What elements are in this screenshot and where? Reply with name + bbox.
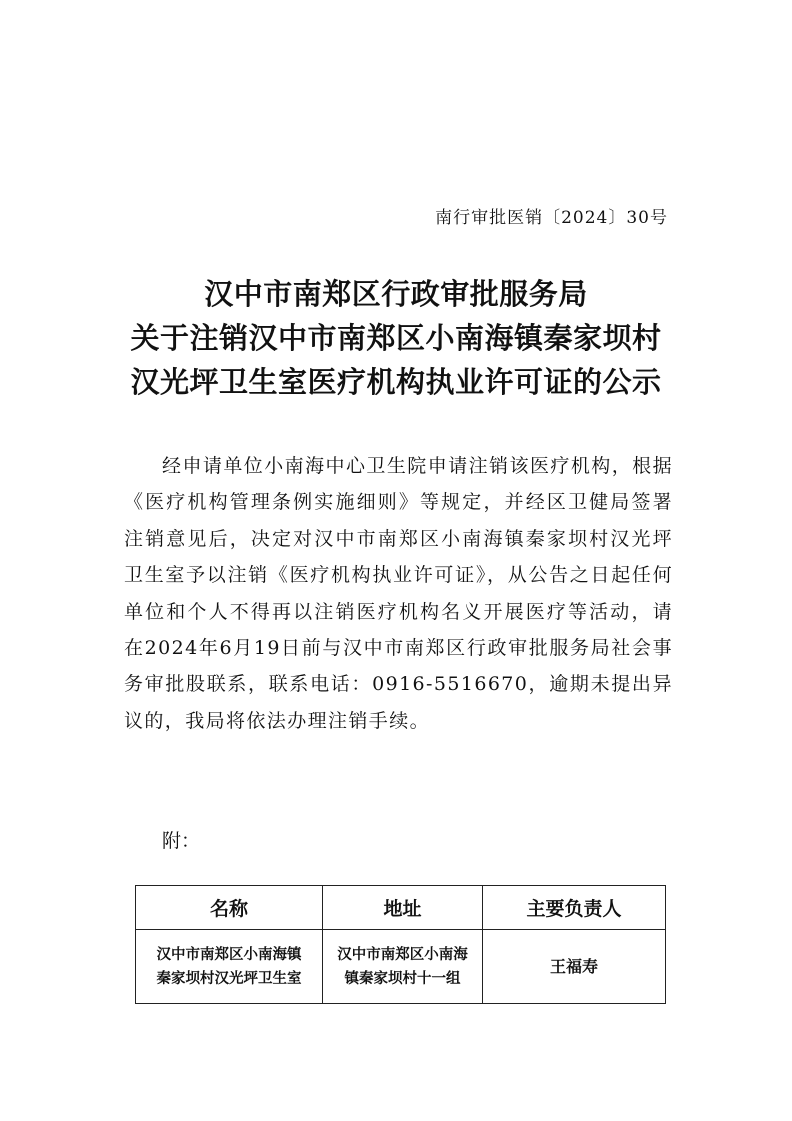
header-address: 地址 (323, 886, 483, 930)
cell-address (323, 930, 483, 1004)
body-paragraph: 经申请单位小南海中心卫生院申请注销该医疗机构，根据《医疗机构管理条例实施细则》等规定，并经区卫健局签署注销意见后，决定对汉中市南郑区小南海镇秦家坝村汉光坪卫生室予以注销《医疗机构执业许可证》，从公告之日起任何单位和个人不得再以注销医疗机构名义开展医疗等活动，请在2024年6月19日前与汉中市南郑区行政审批服务局社会事务审批股联系，联系电话：0916-5516670，逾期未提出异议的，我局将依法办理注销手续。 (124, 455, 673, 732)
title-line-1: 汉中市南郑区行政审批服务局 (204, 277, 588, 311)
body-text (124, 448, 673, 739)
cell-person: 王福寿 (483, 930, 666, 1004)
header-person: 主要负责人 (483, 886, 666, 930)
name-line-1: 汉中市南郑区小南海镇 (156, 945, 302, 963)
cell-name (136, 930, 323, 1004)
header-name: 名称 (136, 886, 323, 930)
document-title (0, 272, 792, 404)
table-header-row (136, 886, 666, 930)
address-line-1: 汉中市南郑区小南海 (337, 945, 468, 963)
name-line-2: 秦家坝村汉光坪卫生室 (156, 969, 302, 987)
table-row (136, 930, 666, 1004)
institution-table (135, 885, 666, 1004)
attachment-label: 附： (162, 830, 201, 852)
document-number: 南行审批医销〔2024〕30号 (435, 208, 668, 228)
title-line-3: 汉光坪卫生室医疗机构执业许可证的公示 (130, 365, 662, 399)
address-line-2: 镇秦家坝村十一组 (344, 969, 461, 987)
title-line-2: 关于注销汉中市南郑区小南海镇秦家坝村 (130, 321, 662, 355)
